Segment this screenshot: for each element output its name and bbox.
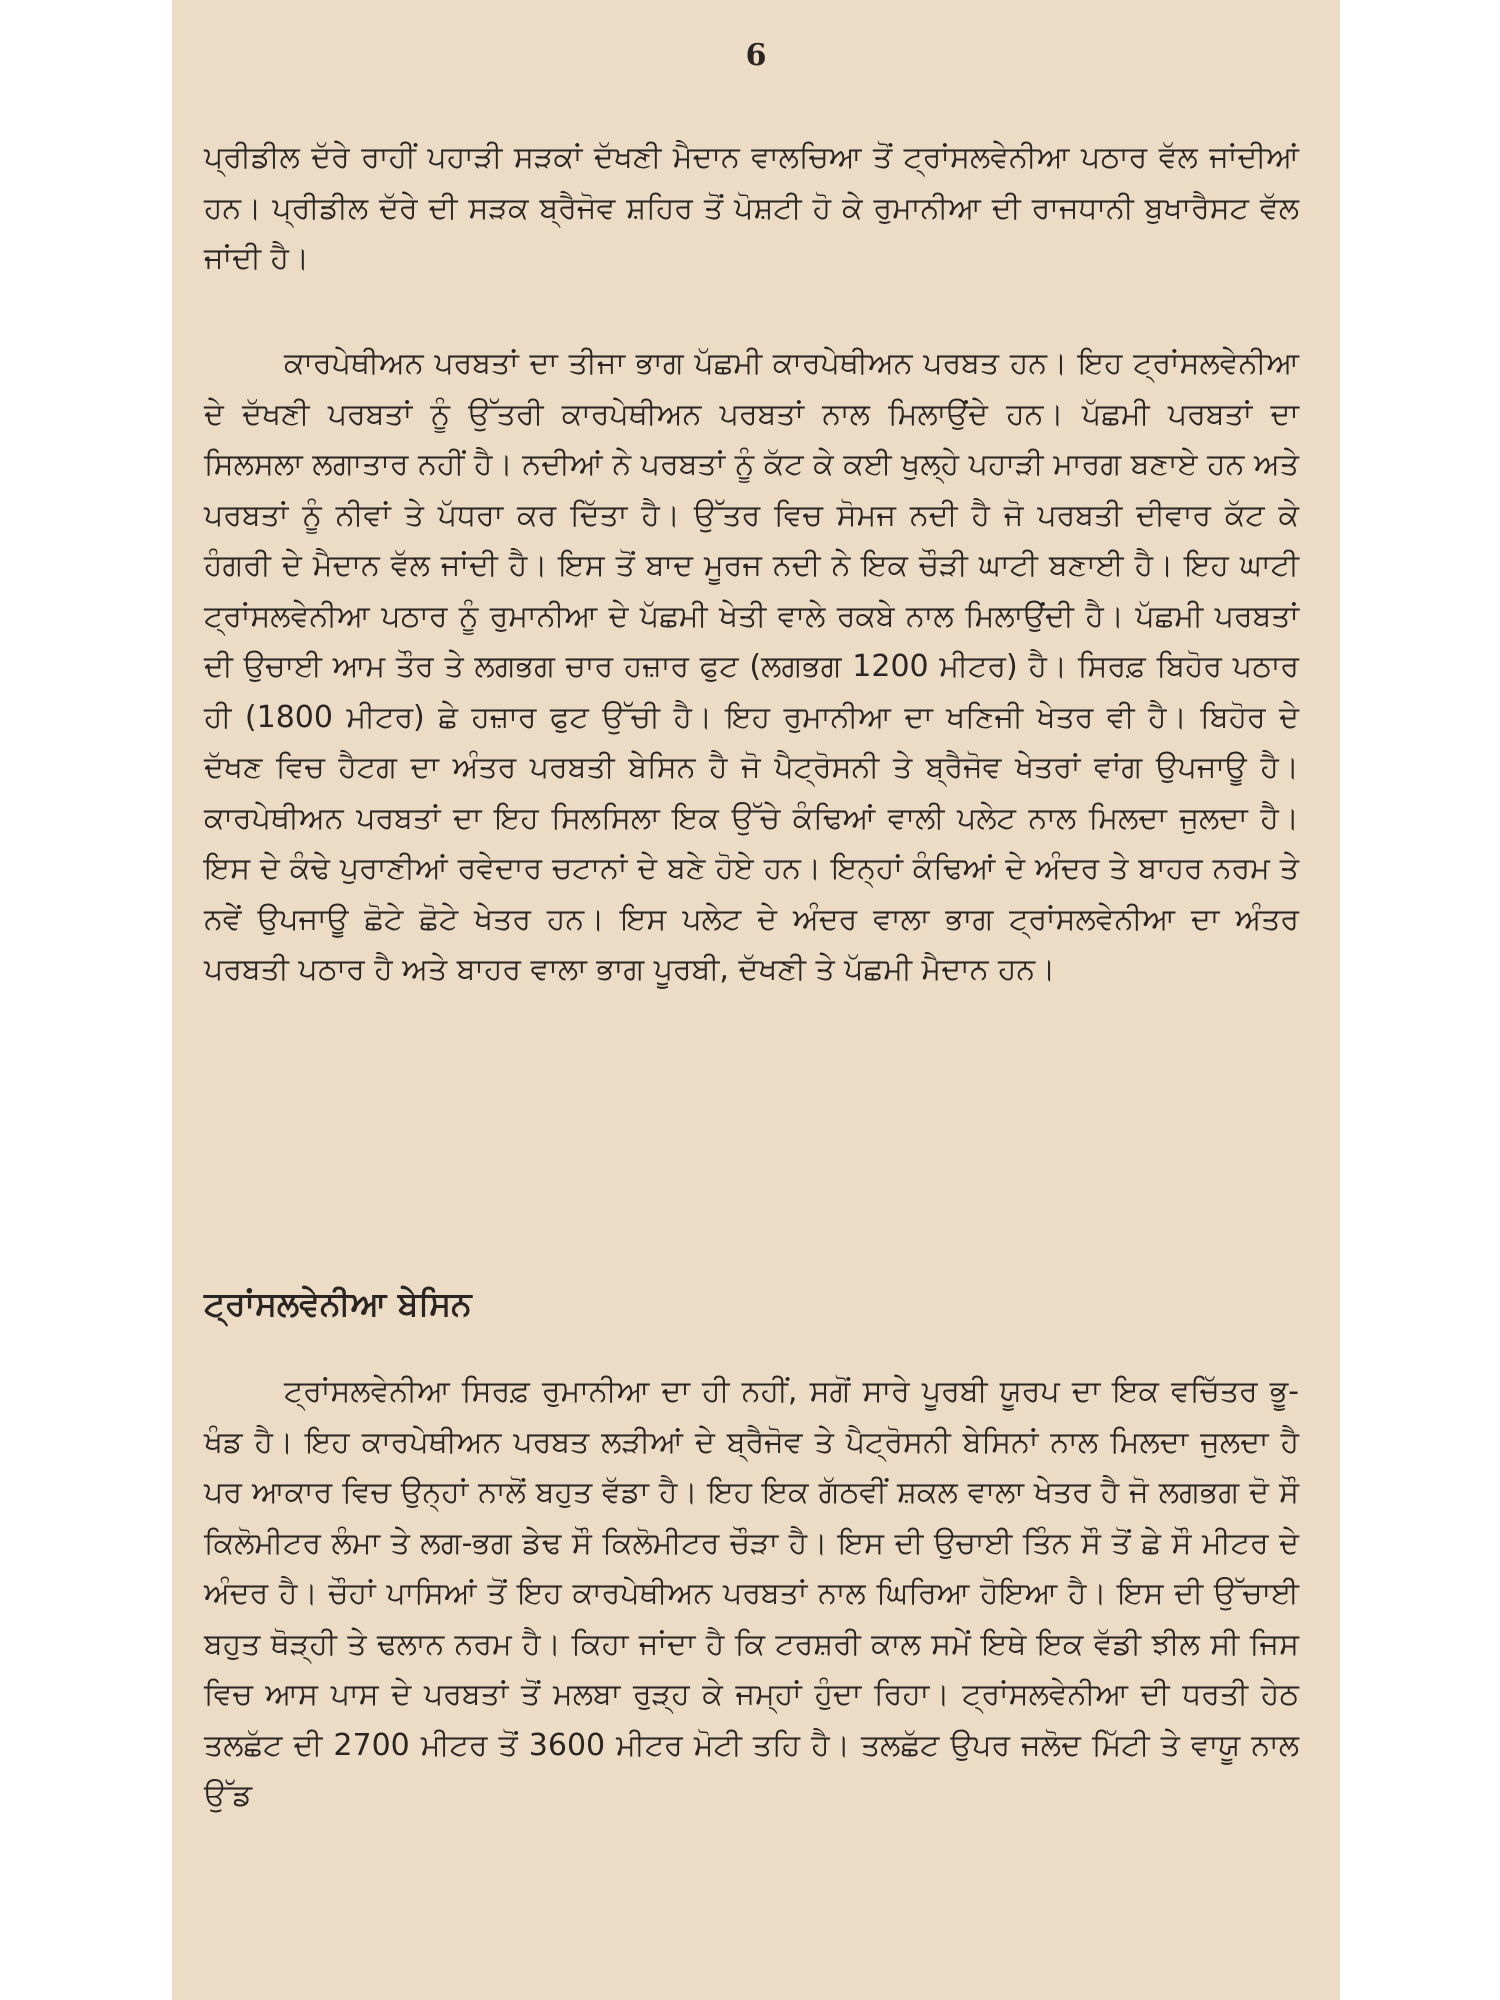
paragraph-predeal-pass: ਪ੍ਰੀਡੀਲ ਦੱਰੇ ਰਾਹੀਂ ਪਹਾੜੀ ਸੜਕਾਂ ਦੱਖਣੀ ਮੈਦਾਨ ਵਾਲਚਿਆ ਤੋਂ ਟ੍ਰਾਂਸਲਵੇਨੀਆ ਪਠਾਰ ਵੱਲ ਜਾਂਦੀਆਂ ਹਨ। ਪ੍ਰੀਡੀਲ ਦੱਰੇ ਦੀ ਸੜਕ ਬ੍ਰੈਜੋਵ ਸ਼ਹਿਰ ਤੋਂ ਪੋਸ਼ਟੀ ਹੋ ਕੇ ਰੁਮਾਨੀਆ ਦੀ ਰਾਜਧਾਨੀ ਬੁਖਾਰੈਸਟ ਵੱਲ ਜਾਂਦੀ ਹੈ।: [204, 140, 1299, 276]
book-page: [172, 0, 1340, 2000]
section-heading: ਟ੍ਰਾਂਸਲਵੇਨੀਆ ਬੇਸਿਨ: [204, 1284, 472, 1323]
page-number: 6: [745, 38, 767, 73]
paragraph-transylvania-basin: ਟ੍ਰਾਂਸਲਵੇਨੀਆ ਸਿਰਫ਼ ਰੁਮਾਨੀਆ ਦਾ ਹੀ ਨਹੀਂ, ਸਗੋਂ ਸਾਰੇ ਪੂਰਬੀ ਯੂਰਪ ਦਾ ਇਕ ਵਚਿੱਤਰ ਭੂ-ਖੰਡ ਹੈ। ਇਹ ਕਾਰਪੇਥੀਅਨ ਪਰਬਤ ਲੜੀਆਂ ਦੇ ਬ੍ਰੈਜੋਵ ਤੇ ਪੈਟ੍ਰੋਸਨੀ ਬੇਸਿਨਾਂ ਨਾਲ ਮਿਲਦਾ ਜੁਲਦਾ ਹੈ ਪਰ ਆਕਾਰ ਵਿਚ ਉਨ੍ਹਾਂ ਨਾਲੋਂ ਬਹੁਤ ਵੱਡਾ ਹੈ। ਇਹ ਇਕ ਗੱਠਵੀਂ ਸ਼ਕਲ ਵਾਲਾ ਖੇਤਰ ਹੈ ਜੋ ਲਗਭਗ ਦੋ ਸੌ ਕਿਲੋਮੀਟਰ ਲੰਮਾ ਤੇ ਲਗ-ਭਗ ਡੇਢ ਸੌ ਕਿਲੋਮੀਟਰ ਚੌੜਾ ਹੈ। ਇਸ ਦੀ ਉਚਾਈ ਤਿੰਨ ਸੌ ਤੋਂ ਛੇ ਸੌ ਮੀਟਰ ਦੇ ਅੰਦਰ ਹੈ। ਚੌਹਾਂ ਪਾਸਿਆਂ ਤੋਂ ਇਹ ਕਾਰਪੇਥੀਅਨ ਪਰਬਤਾਂ ਨਾਲ ਘਿਰਿਆ ਹੋਇਆ ਹੈ। ਇਸ ਦੀ ਉੱਚਾਈ ਬਹੁਤ ਥੋੜ੍ਹੀ ਤੇ ਢਲਾਨ ਨਰਮ ਹੈ। ਕਿਹਾ ਜਾਂਦਾ ਹੈ ਕਿ ਟਰਸ਼ਰੀ ਕਾਲ ਸਮੇਂ ਇਥੇ ਇਕ ਵੱਡੀ ਝੀਲ ਸੀ ਜਿਸ ਵਿਚ ਆਸ ਪਾਸ ਦੇ ਪਰਬਤਾਂ ਤੋਂ ਮਲਬਾ ਰੁੜ੍ਹ ਕੇ ਜਮ੍ਹਾਂ ਹੁੰਦਾ ਰਿਹਾ। ਟ੍ਰਾਂਸਲਵੇਨੀਆ ਦੀ ਧਰਤੀ ਹੇਠ ਤਲਛੱਟ ਦੀ 2700 ਮੀਟਰ ਤੋਂ 3600 ਮੀਟਰ ਮੋਟੀ ਤਹਿ ਹੈ। ਤਲਛੱਟ ਉਪਰ ਜਲੋਦ ਮਿੱਟੀ ਤੇ ਵਾਯੂ ਨਾਲ ਉੱਡ: [204, 1374, 1299, 1813]
paragraph-western-carpathians: ਕਾਰਪੇਥੀਅਨ ਪਰਬਤਾਂ ਦਾ ਤੀਜਾ ਭਾਗ ਪੱਛਮੀ ਕਾਰਪੇਥੀਅਨ ਪਰਬਤ ਹਨ। ਇਹ ਟ੍ਰਾਂਸਲਵੇਨੀਆ ਦੇ ਦੱਖਣੀ ਪਰਬਤਾਂ ਨੂੰ ਉੱਤਰੀ ਕਾਰਪੇਥੀਅਨ ਪਰਬਤਾਂ ਨਾਲ ਮਿਲਾਉਂਦੇ ਹਨ। ਪੱਛਮੀ ਪਰਬਤਾਂ ਦਾ ਸਿਲਸਲਾ ਲਗਾਤਾਰ ਨਹੀਂ ਹੈ। ਨਦੀਆਂ ਨੇ ਪਰਬਤਾਂ ਨੂੰ ਕੱਟ ਕੇ ਕਈ ਖੁਲ੍ਹੇ ਪਹਾੜੀ ਮਾਰਗ ਬਣਾਏ ਹਨ ਅਤੇ ਪਰਬਤਾਂ ਨੂੰ ਨੀਵਾਂ ਤੇ ਪੱਧਰਾ ਕਰ ਦਿੱਤਾ ਹੈ। ਉੱਤਰ ਵਿਚ ਸੋਮਜ ਨਦੀ ਹੈ ਜੋ ਪਰਬਤੀ ਦੀਵਾਰ ਕੱਟ ਕੇ ਹੰਗਰੀ ਦੇ ਮੈਦਾਨ ਵੱਲ ਜਾਂਦੀ ਹੈ। ਇਸ ਤੋਂ ਬਾਦ ਮੂਰਜ ਨਦੀ ਨੇ ਇਕ ਚੌੜੀ ਘਾਟੀ ਬਣਾਈ ਹੈ। ਇਹ ਘਾਟੀ ਟ੍ਰਾਂਸਲਵੇਨੀਆ ਪਠਾਰ ਨੂੰ ਰੁਮਾਨੀਆ ਦੇ ਪੱਛਮੀ ਖੇਤੀ ਵਾਲੇ ਰਕਬੇ ਨਾਲ ਮਿਲਾਉਂਦੀ ਹੈ। ਪੱਛਮੀ ਪਰਬਤਾਂ ਦੀ ਉਚਾਈ ਆਮ ਤੌਰ ਤੇ ਲਗਭਗ ਚਾਰ ਹਜ਼ਾਰ ਫੁਟ (ਲਗਭਗ 1200 ਮੀਟਰ) ਹੈ। ਸਿਰਫ਼ ਬਿਹੋਰ ਪਠਾਰ ਹੀ (1800 ਮੀਟਰ) ਛੇ ਹਜ਼ਾਰ ਫੁਟ ਉੱਚੀ ਹੈ। ਇਹ ਰੁਮਾਨੀਆ ਦਾ ਖਣਿਜੀ ਖੇਤਰ ਵੀ ਹੈ। ਬਿਹੋਰ ਦੇ ਦੱਖਣ ਵਿਚ ਹੈਟਗ ਦਾ ਅੰਤਰ ਪਰਬਤੀ ਬੇਸਿਨ ਹੈ ਜੋ ਪੈਟ੍ਰੋਸਨੀ ਤੇ ਬ੍ਰੈਜੋਵ ਖੇਤਰਾਂ ਵਾਂਗ ਉਪਜਾਊ ਹੈ। ਕਾਰਪੇਥੀਅਨ ਪਰਬਤਾਂ ਦਾ ਇਹ ਸਿਲਸਿਲਾ ਇਕ ਉੱਚੇ ਕੰਢਿਆਂ ਵਾਲੀ ਪਲੇਟ ਨਾਲ ਮਿਲਦਾ ਜੁਲਦਾ ਹੈ। ਇਸ ਦੇ ਕੰਢੇ ਪੁਰਾਣੀਆਂ ਰਵੇਦਾਰ ਚਟਾਨਾਂ ਦੇ ਬਣੇ ਹੋਏ ਹਨ। ਇਨ੍ਹਾਂ ਕੰਢਿਆਂ ਦੇ ਅੰਦਰ ਤੇ ਬਾਹਰ ਨਰਮ ਤੇ ਨਵੇਂ ਉਪਜਾਊ ਛੋਟੇ ਛੋਟੇ ਖੇਤਰ ਹਨ। ਇਸ ਪਲੇਟ ਦੇ ਅੰਦਰ ਵਾਲਾ ਭਾਗ ਟ੍ਰਾਂਸਲਵੇਨੀਆ ਦਾ ਅੰਤਰ ਪਰਬਤੀ ਪਠਾਰ ਹੈ ਅਤੇ ਬਾਹਰ ਵਾਲਾ ਭਾਗ ਪੂਰਬੀ, ਦੱਖਣੀ ਤੇ ਪੱਛਮੀ ਮੈਦਾਨ ਹਨ।: [204, 346, 1299, 987]
